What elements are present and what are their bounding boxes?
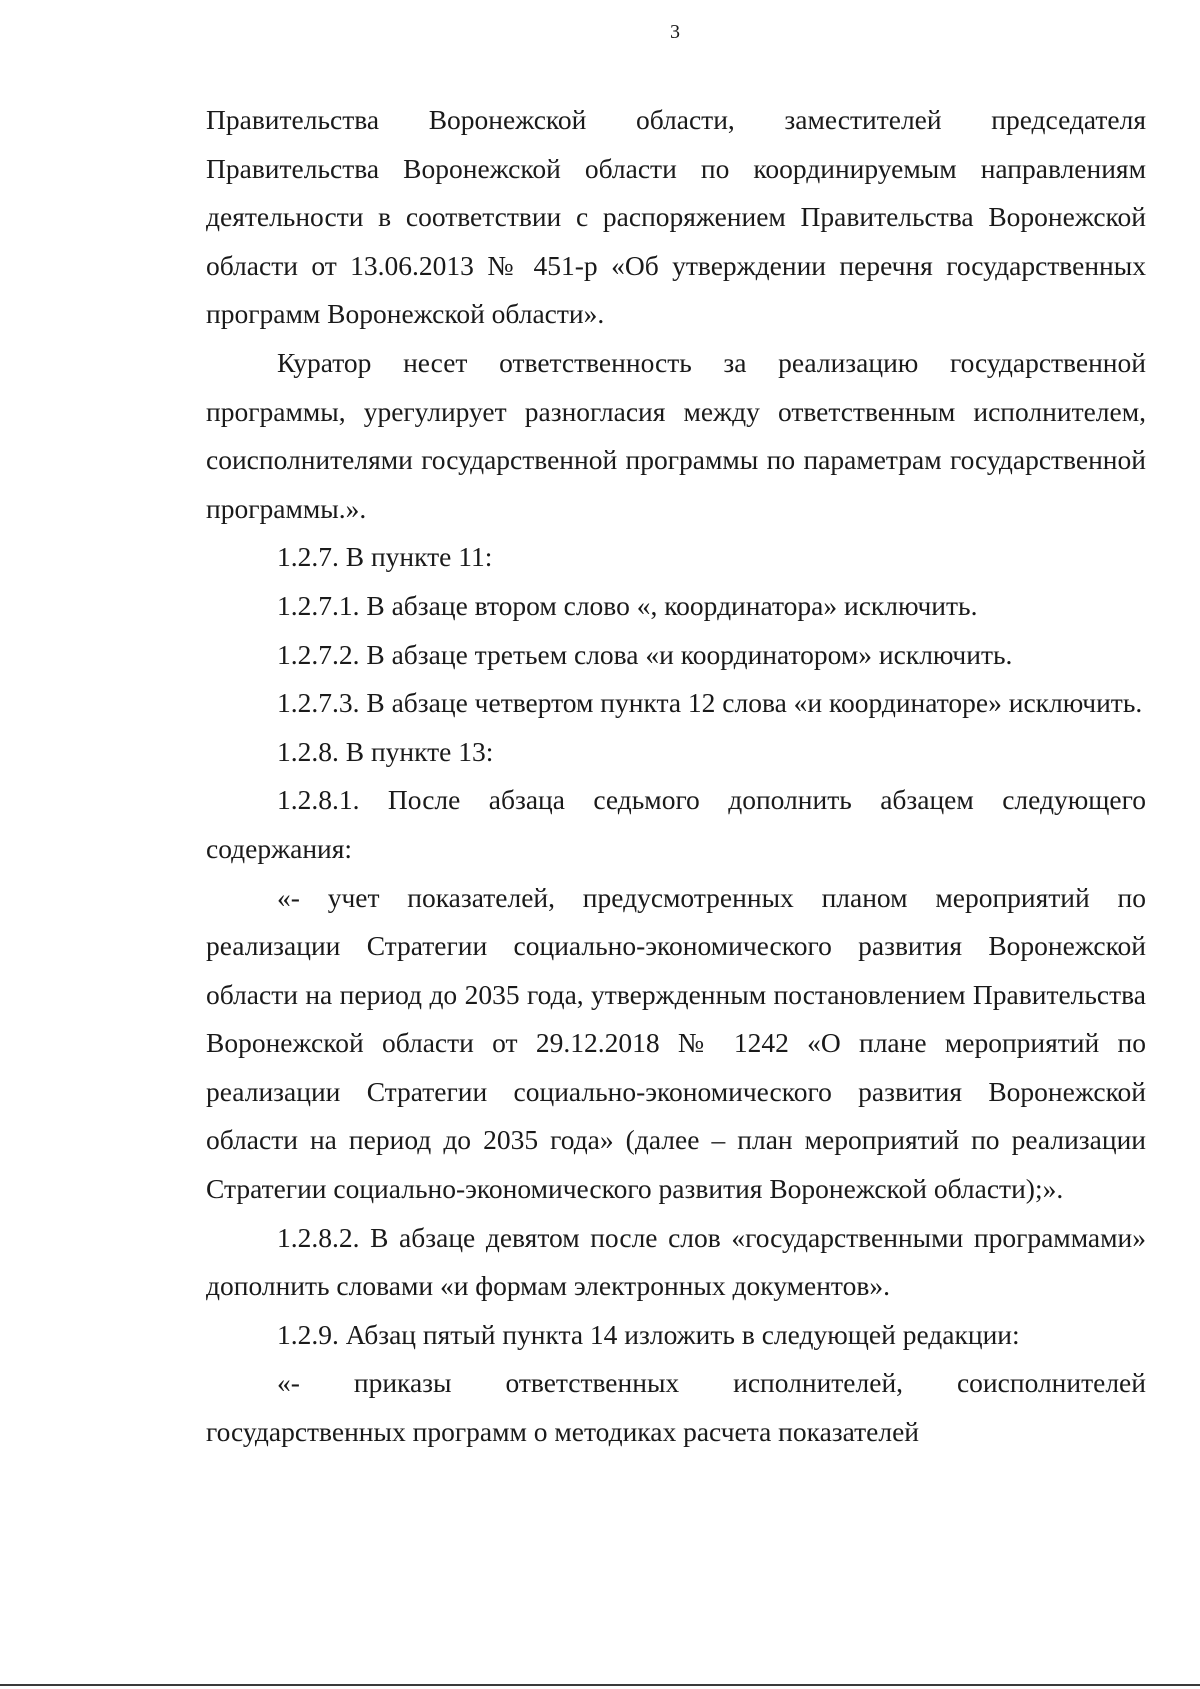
document-body bbox=[206, 96, 1146, 1457]
item-1-2-8-2: 1.2.8.2. В абзаце девятом после слов «государственными программами» дополнить словами «и формам электронных документов». bbox=[206, 1221, 1146, 1302]
item-1-2-7-1: 1.2.7.1. В абзаце втором слово «, координатора» исключить. bbox=[277, 589, 978, 621]
item-1-2-9: 1.2.9. Абзац пятый пункта 14 изложить в следующей редакции: bbox=[277, 1318, 1020, 1350]
item-1-2-7: 1.2.7. В пункте 11: bbox=[277, 541, 493, 573]
paragraph-continuation: Правительства Воронежской области, заместителей председателя Правительства Воронежской области по координируемым направлениям деятельности в соответствии с распоряжением Правительства Воронежской области от 13.06.2013 № 451-р «Об утверждении перечня государственных программ Воронежской области». bbox=[206, 104, 1146, 330]
item-1-2-7-3: 1.2.7.3. В абзаце четвертом пункта 12 слова «и координаторе» исключить. bbox=[277, 687, 1143, 719]
page-bottom-rule bbox=[0, 1684, 1200, 1686]
quoted-amendment-orders: «- приказы ответственных исполнителей, соисполнителей государственных программ о методиках расчета показателей bbox=[206, 1367, 1146, 1448]
item-1-2-8: 1.2.8. В пункте 13: bbox=[277, 735, 494, 767]
quoted-amendment-strategy: «- учет показателей, предусмотренных планом мероприятий по реализации Стратегии социально-экономического развития Воронежской области на период до 2035 года, утвержденным постановлением Правительства Воронежской области от 29.12.2018 № 1242 «О плане мероприятий по реализации Стратегии социально-экономического развития Воронежской области на период до 2035 года» (далее – план мероприятий по реализации Стратегии социально-экономического развития Воронежской области);». bbox=[206, 881, 1146, 1205]
page-number: 3 bbox=[670, 21, 680, 43]
item-1-2-7-2: 1.2.7.2. В абзаце третьем слова «и координатором» исключить. bbox=[277, 638, 1013, 670]
paragraph-curator: Куратор несет ответственность за реализацию государственной программы, урегулирует разногласия между ответственным исполнителем, соисполнителями государственной программы по параметрам государственной программы.». bbox=[206, 346, 1146, 524]
item-1-2-8-1: 1.2.8.1. После абзаца седьмого дополнить абзацем следующего содержания: bbox=[206, 784, 1146, 864]
